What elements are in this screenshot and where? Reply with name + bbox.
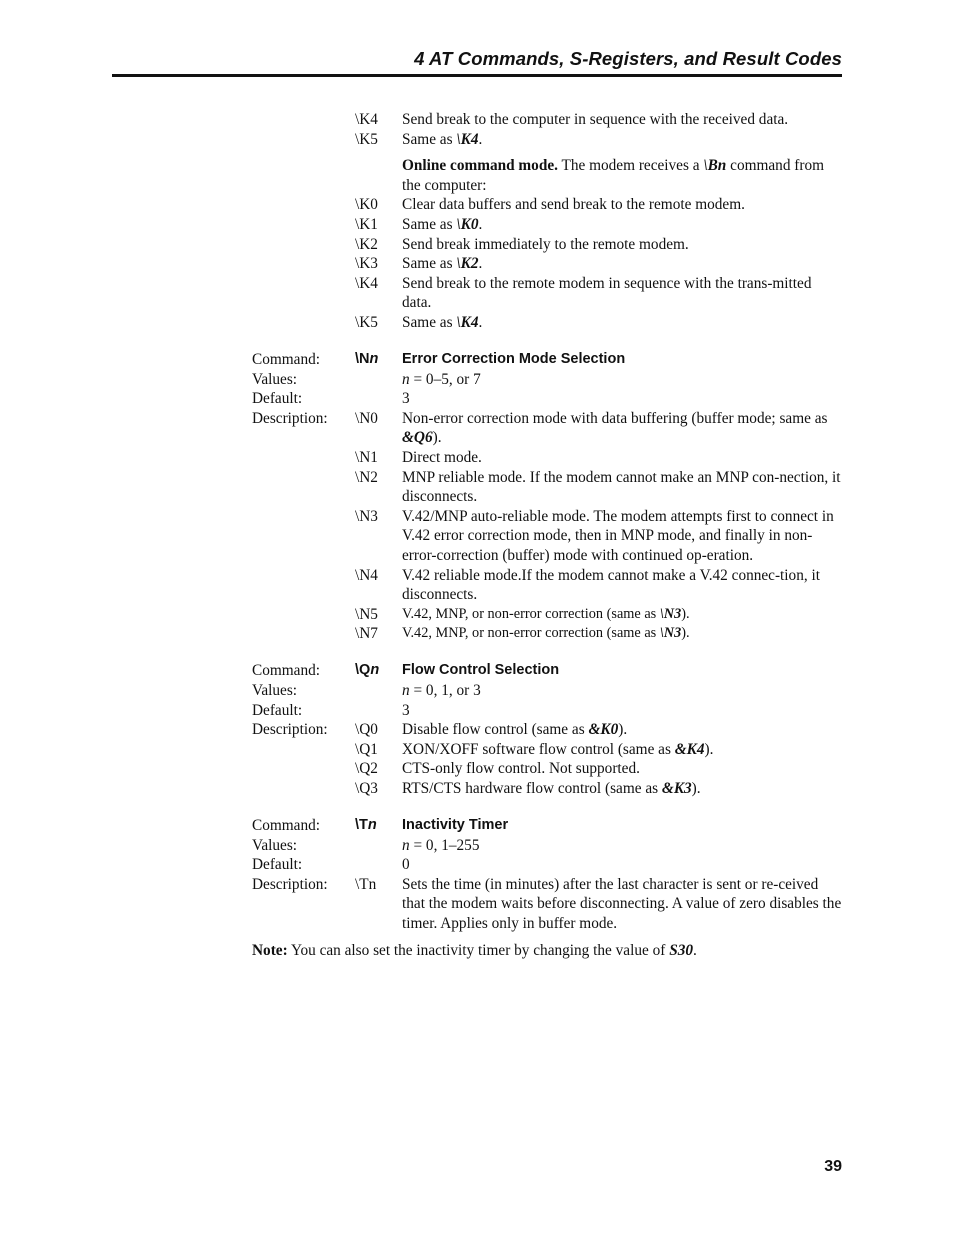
k-text: Same as \K0.: [402, 215, 483, 233]
item-text: V.42 reliable mode.If the modem cannot make a V.42 connec-tion, it disconnects.: [402, 566, 821, 604]
description-label: Description:: [252, 409, 328, 427]
command-label: Command:: [252, 817, 320, 835]
default-row: [252, 701, 844, 721]
item-text: CTS-only flow control. Not supported.: [402, 760, 640, 778]
command-title: Inactivity Timer: [402, 817, 509, 834]
k-code: \K4: [355, 111, 378, 128]
description-item: [252, 605, 844, 625]
description-item: [252, 740, 844, 760]
description-item: [252, 507, 844, 566]
item-code: \N2: [355, 468, 378, 486]
command-block: [252, 350, 844, 644]
values-row: [252, 370, 844, 390]
description-label: Description:: [252, 875, 328, 893]
item-text: Disable flow control (same as &K0).: [402, 721, 628, 739]
k-ref: \K4: [456, 130, 479, 148]
values-label: Values:: [252, 682, 298, 700]
description-item: [252, 409, 844, 448]
item-code: \Q1: [355, 740, 378, 758]
default-label: Default:: [252, 701, 303, 719]
item-code: \Q3: [355, 780, 378, 797]
values-label: Values:: [252, 370, 298, 388]
k-row: [252, 313, 844, 333]
values-row: [252, 836, 844, 856]
online-mode-intro: Online command mode. The modem receives a \Bn command from the computer:: [402, 157, 825, 194]
command-label: Command:: [252, 351, 320, 369]
item-code: \Tn: [355, 875, 377, 893]
k-ref: \K4: [456, 313, 479, 331]
k-code: \K0: [355, 196, 378, 214]
k-ref: \K0: [456, 215, 479, 233]
item-text: Direct mode.: [402, 449, 482, 466]
description-item: [252, 624, 844, 644]
item-code: \N7: [355, 625, 378, 643]
k-code: \K5: [355, 313, 378, 331]
description-item: [252, 759, 844, 779]
default-row: [252, 389, 844, 409]
k-text: Send break to the remote modem in sequence with the trans-mitted data.: [402, 274, 812, 312]
k-code: \K4: [355, 274, 378, 292]
command-name: \Qn: [355, 662, 380, 679]
item-code: \N0: [355, 409, 378, 427]
k-text: Same as \K4.: [402, 130, 483, 148]
command-block: [252, 816, 844, 934]
item-text: XON/XOFF software flow control (same as &K4).: [402, 740, 714, 758]
values-row: [252, 681, 844, 701]
command-row: [252, 816, 844, 836]
page-number: 39: [824, 1158, 842, 1175]
item-code: \N5: [355, 605, 378, 623]
command-block: [252, 661, 844, 798]
item-ref: \N3: [659, 605, 682, 622]
values-text: n = 0, 1–255: [402, 836, 480, 854]
item-code: \Q0: [355, 721, 378, 739]
command-row: [252, 350, 844, 370]
item-ref: &K4: [674, 740, 705, 758]
item-text: V.42/MNP auto-reliable mode. The modem attempts first to connect in V.42 error correction mode, then in MNP mode, and finally in non-error-correction (buffer) mode with continued op-eration.: [402, 507, 834, 564]
item-text: V.42, MNP, or non-error correction (same as \N3).: [402, 605, 690, 622]
item-text: V.42, MNP, or non-error correction (same as \N3).: [402, 625, 690, 642]
values-text: n = 0, 1, or 3: [402, 682, 481, 700]
page-content: [252, 110, 844, 960]
description-item: [252, 779, 844, 799]
k-continuation: [252, 110, 844, 333]
description-item: [252, 448, 844, 468]
k-row: [252, 130, 844, 150]
header-rule: [112, 74, 842, 77]
default-row: [252, 855, 844, 875]
description-item: [252, 720, 844, 740]
item-ref: &K3: [661, 780, 692, 797]
command-row: [252, 661, 844, 681]
chapter-title: 4 AT Commands, S-Registers, and Result Codes: [414, 48, 842, 69]
k-row: [252, 235, 844, 255]
default-value: 0: [402, 856, 410, 874]
description-item: [252, 566, 844, 605]
item-ref: &Q6: [402, 429, 433, 447]
k-text: Same as \K4.: [402, 313, 483, 331]
description-item: [252, 875, 844, 934]
item-code: \N4: [355, 566, 378, 584]
command-name: \Tn: [355, 817, 377, 834]
item-code: \Q2: [355, 760, 378, 778]
k-row: [252, 110, 844, 130]
k-row: [252, 195, 844, 215]
description-item: [252, 468, 844, 507]
k-code: \K3: [355, 255, 378, 273]
note-label: Note:: [252, 941, 288, 959]
k-row: [252, 215, 844, 235]
k-text: Send break immediately to the remote modem.: [402, 235, 689, 253]
k-text: Send break to the computer in sequence with the received data.: [402, 111, 789, 128]
k-text: Clear data buffers and send break to the remote modem.: [402, 196, 745, 214]
item-ref: &K0: [588, 721, 619, 739]
item-ref: \N3: [659, 625, 682, 642]
values-label: Values:: [252, 836, 298, 854]
k-code: \K1: [355, 215, 378, 233]
online-mode-lead: Online command mode.: [402, 157, 558, 175]
values-text: n = 0–5, or 7: [402, 370, 481, 388]
k-text: Same as \K2.: [402, 255, 483, 273]
default-value: 3: [402, 701, 410, 719]
k-ref: \K2: [456, 255, 479, 273]
k-code: \K2: [355, 235, 378, 253]
k-code: \K5: [355, 130, 378, 148]
item-text: RTS/CTS hardware flow control (same as &K3).: [402, 780, 701, 797]
item-code: \N1: [355, 449, 378, 466]
item-code: \N3: [355, 507, 378, 525]
description-label: Description:: [252, 721, 328, 739]
item-text: Sets the time (in minutes) after the last character is sent or re-ceived that the modem waits before disconnecting. A value of zero disables the timer. Applies only in buffer mode.: [402, 875, 842, 933]
default-label: Default:: [252, 390, 303, 408]
item-text: MNP reliable mode. If the modem cannot make an MNP con-nection, it disconnects.: [402, 468, 841, 506]
default-value: 3: [402, 390, 410, 408]
command-title: Error Correction Mode Selection: [402, 351, 626, 368]
command-label: Command:: [252, 662, 320, 680]
default-label: Default:: [252, 856, 303, 874]
note: Note: You can also set the inactivity timer by changing the value of S30.: [252, 941, 697, 959]
k-row: [252, 274, 844, 313]
command-name: \Nn: [355, 351, 379, 368]
note-ref: S30: [669, 941, 693, 959]
item-text: Non-error correction mode with data buffering (buffer mode; same as &Q6).: [402, 409, 828, 447]
k-row: [252, 254, 844, 274]
command-title: Flow Control Selection: [402, 662, 560, 679]
